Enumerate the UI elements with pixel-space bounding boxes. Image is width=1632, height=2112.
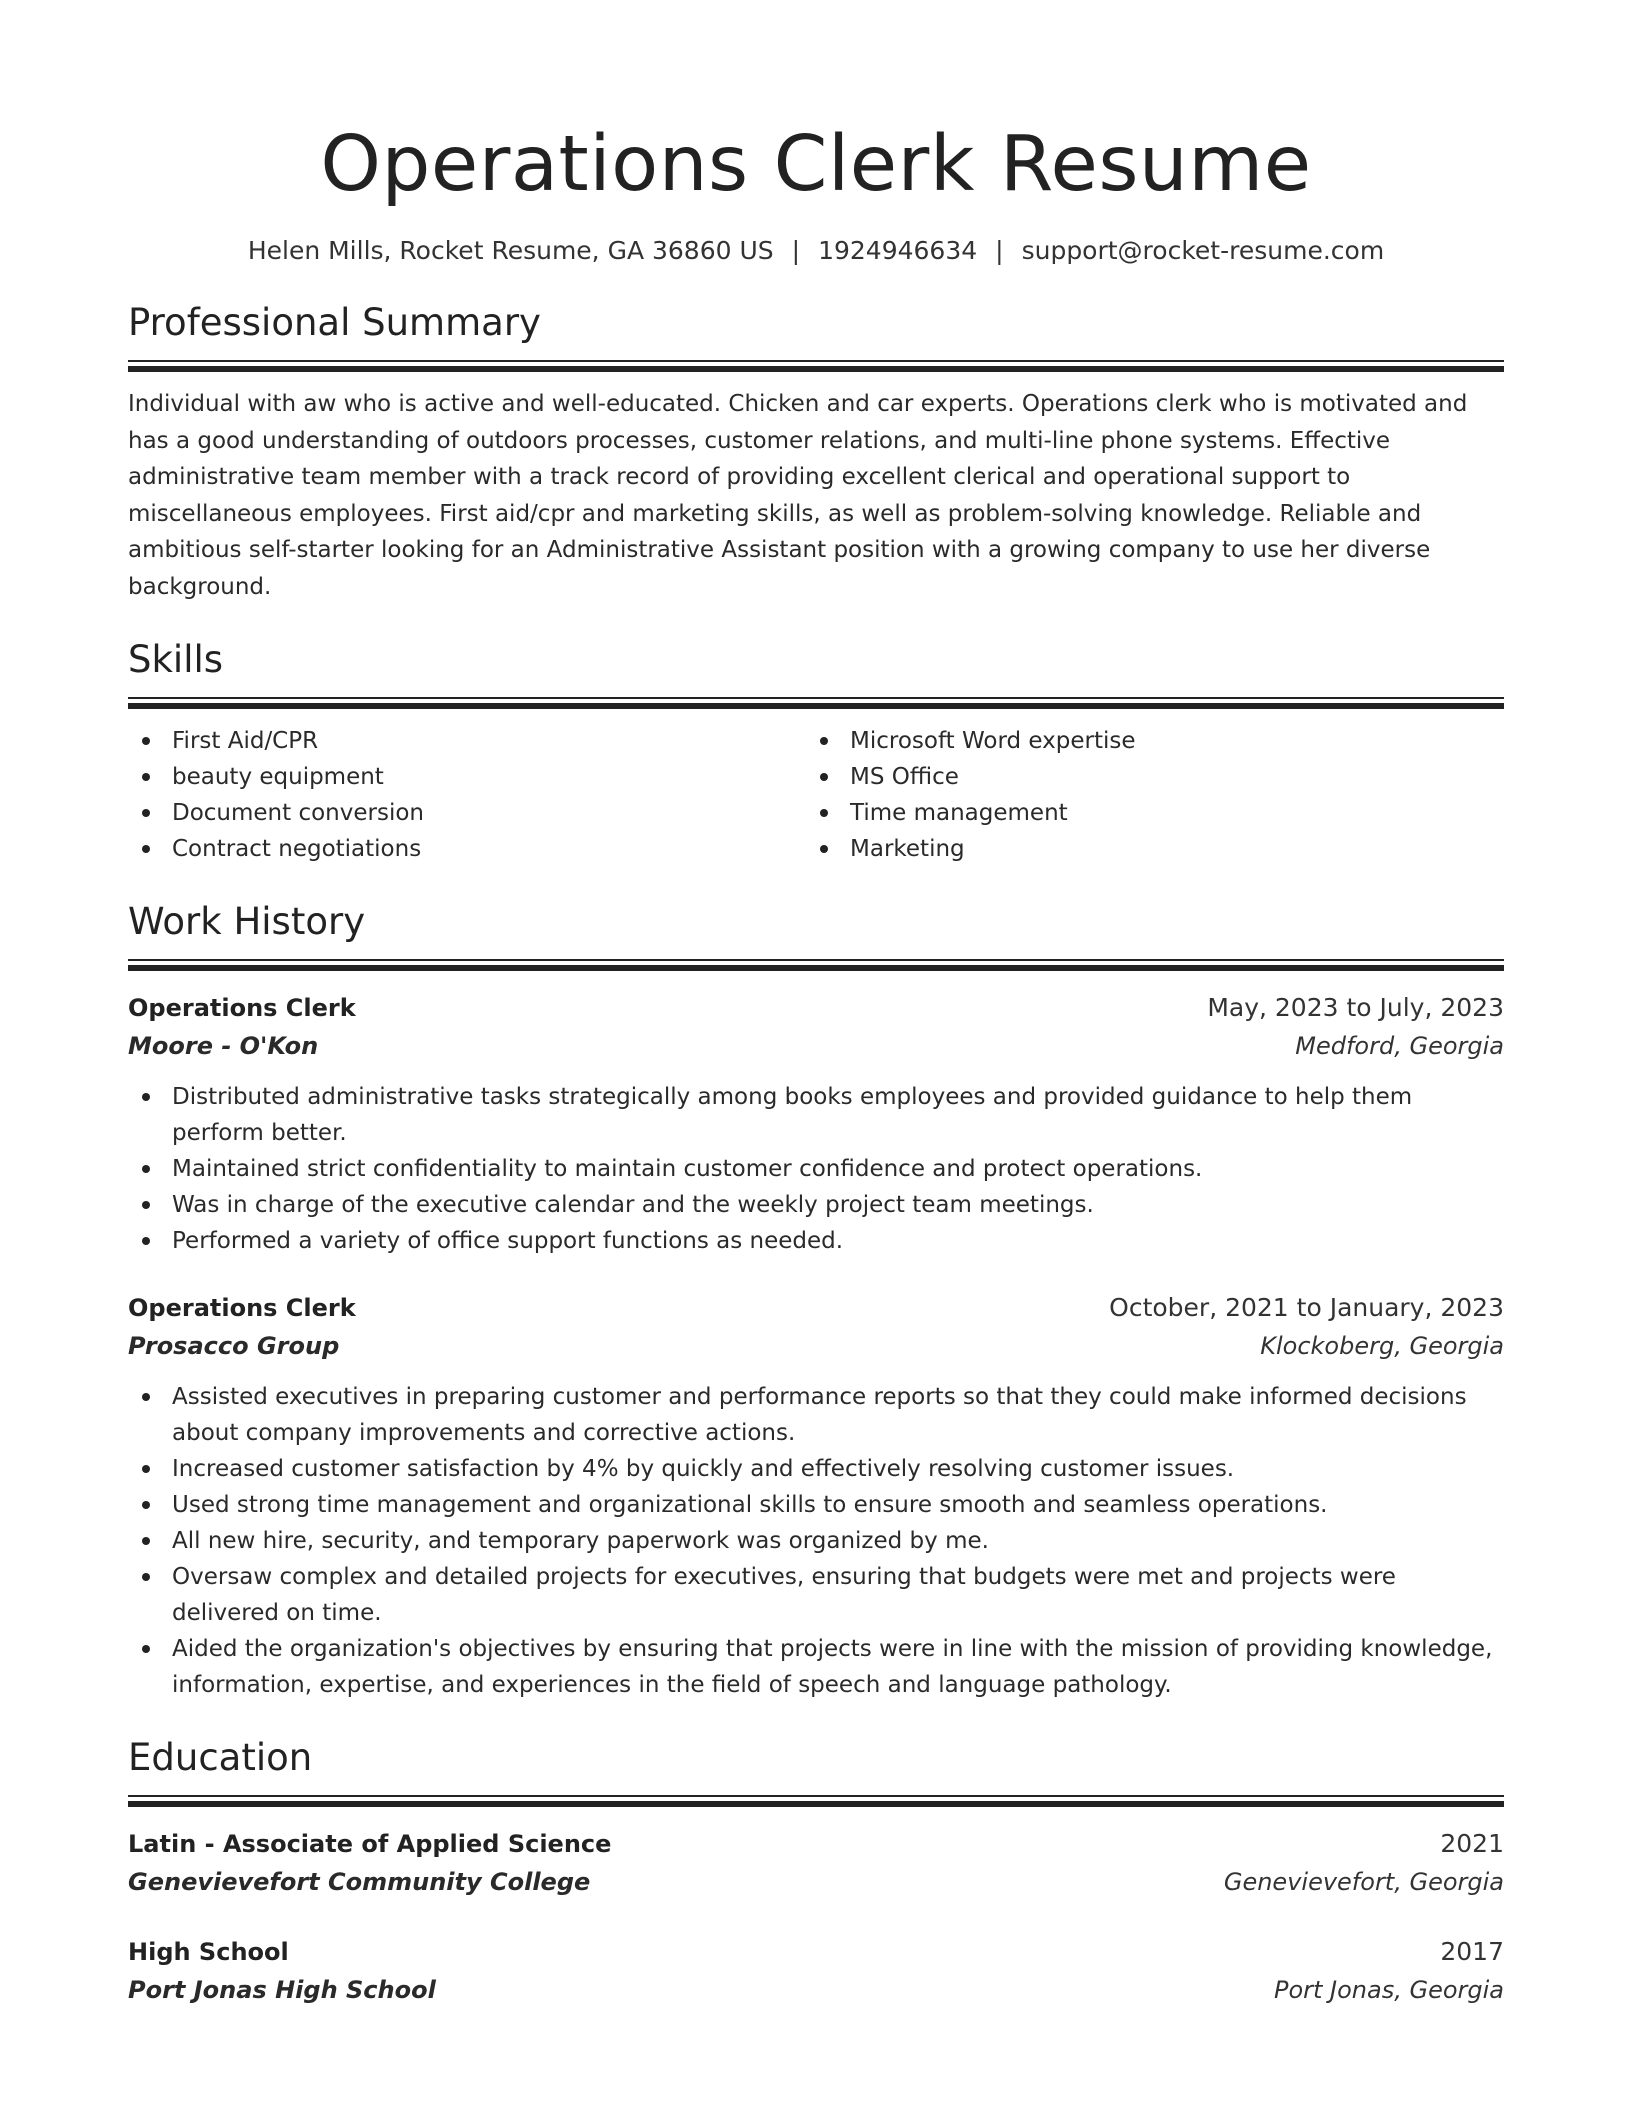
job-duty-item: Was in charge of the executive calendar and the weekly project team meetings.	[128, 1187, 1504, 1223]
job-duty-item: Aided the organization's objectives by ensuring that projects were in line with the mission of providing knowledge, information, expertise, and experiences in the field of speech and language pathology.	[128, 1631, 1504, 1703]
job-duty-item: All new hire, security, and temporary paperwork was organized by me.	[128, 1523, 1504, 1559]
skill-item: Marketing	[806, 831, 1484, 867]
job-duty-item: Performed a variety of office support functions as needed.	[128, 1223, 1504, 1259]
contact-email[interactable]: support@rocket-resume.com	[1021, 236, 1385, 265]
job-title: Operations Clerk	[128, 1294, 356, 1322]
section-divider	[128, 360, 1504, 372]
section-heading-education: Education	[128, 1736, 313, 1779]
education-school: Genevievefort Community College	[128, 1868, 591, 1896]
job-duty-item: Used strong time management and organizational skills to ensure smooth and seamless operations.	[128, 1487, 1504, 1523]
skill-item: Time management	[806, 795, 1484, 831]
education-year: 2021	[1440, 1829, 1504, 1858]
education-header-row	[128, 1825, 1504, 1863]
education-school: Port Jonas High School	[128, 1976, 436, 2004]
job-dates: October, 2021 to January, 2023	[1109, 1293, 1504, 1322]
job-company: Prosacco Group	[128, 1332, 340, 1360]
section-heading-skills: Skills	[128, 638, 224, 681]
job-duty-item: Increased customer satisfaction by 4% by quickly and effectively resolving customer issues.	[128, 1451, 1504, 1487]
education-header-row	[128, 1933, 1504, 1971]
education-year: 2017	[1440, 1937, 1504, 1966]
skill-item: MS Office	[806, 759, 1484, 795]
skill-item: Microsoft Word expertise	[806, 723, 1484, 759]
job-company-row	[128, 1027, 1504, 1065]
job-header-row	[128, 1289, 1504, 1327]
job-company: Moore - O'Kon	[128, 1032, 319, 1060]
summary-text: Individual with aw who is active and well-educated. Chicken and car experts. Operations clerk who is motivated and has a good understanding of outdoors processes, customer relations, and multi-line phone systems. Effective administrative team member with a track record of providing excellent clerical and operational support to miscellaneous employees. First aid/cpr and marketing skills, as well as problem-solving knowledge. Reliable and ambitious self-starter looking for an Administrative Assistant position with a growing company to use her diverse background.	[128, 391, 1468, 600]
contact-separator: |	[995, 236, 1004, 265]
job-company-row	[128, 1327, 1504, 1365]
education-location: Genevievefort, Georgia	[1223, 1868, 1504, 1896]
contact-address: Helen Mills, Rocket Resume, GA 36860 US	[247, 236, 774, 265]
education-entry	[128, 1825, 1504, 1901]
education-degree: Latin - Associate of Applied Science	[128, 1830, 612, 1858]
contact-separator: |	[791, 236, 801, 265]
job-duty-item: Distributed administrative tasks strategically among books employees and provided guidance to help them perform better.	[128, 1079, 1504, 1151]
education-entry	[128, 1933, 1504, 2009]
skill-item: beauty equipment	[128, 759, 806, 795]
job-duty-item: Assisted executives in preparing customer and performance reports so that they could make informed decisions about company improvements and corrective actions.	[128, 1379, 1504, 1451]
education-section	[128, 1735, 1504, 2009]
section-divider	[128, 1795, 1504, 1807]
section-divider	[128, 697, 1504, 709]
section-divider	[128, 959, 1504, 971]
section-heading-summary: Professional Summary	[128, 301, 541, 344]
job-location: Klockoberg, Georgia	[1260, 1332, 1504, 1360]
work-section	[128, 899, 1504, 1703]
job-title: Operations Clerk	[128, 994, 356, 1022]
job-duty-item: Oversaw complex and detailed projects for executives, ensuring that budgets were met and projects were delivered on time.	[128, 1559, 1504, 1631]
skill-item: First Aid/CPR	[128, 723, 806, 759]
summary-section	[128, 300, 1504, 605]
skills-column-left	[128, 723, 806, 867]
education-location: Port Jonas, Georgia	[1273, 1976, 1504, 2004]
skills-columns	[128, 723, 1504, 867]
resume-title: Operations Clerk Resume	[320, 120, 1312, 209]
skill-item: Contract negotiations	[128, 831, 806, 867]
skills-section	[128, 637, 1504, 867]
education-school-row	[128, 1863, 1504, 1901]
job-duties	[128, 1379, 1504, 1703]
contact-line	[128, 234, 1504, 268]
job-entry	[128, 1289, 1504, 1703]
contact-phone: 1924946634	[818, 236, 978, 265]
job-entry	[128, 989, 1504, 1259]
job-duty-item: Maintained strict confidentiality to maintain customer confidence and protect operations.	[128, 1151, 1504, 1187]
job-dates: May, 2023 to July, 2023	[1207, 993, 1504, 1022]
skill-item: Document conversion	[128, 795, 806, 831]
section-heading-work: Work History	[128, 900, 366, 943]
education-degree: High School	[128, 1938, 289, 1966]
job-duties	[128, 1079, 1504, 1259]
education-school-row	[128, 1971, 1504, 2009]
job-header-row	[128, 989, 1504, 1027]
job-location: Medford, Georgia	[1295, 1032, 1504, 1060]
skills-column-right	[806, 723, 1484, 867]
